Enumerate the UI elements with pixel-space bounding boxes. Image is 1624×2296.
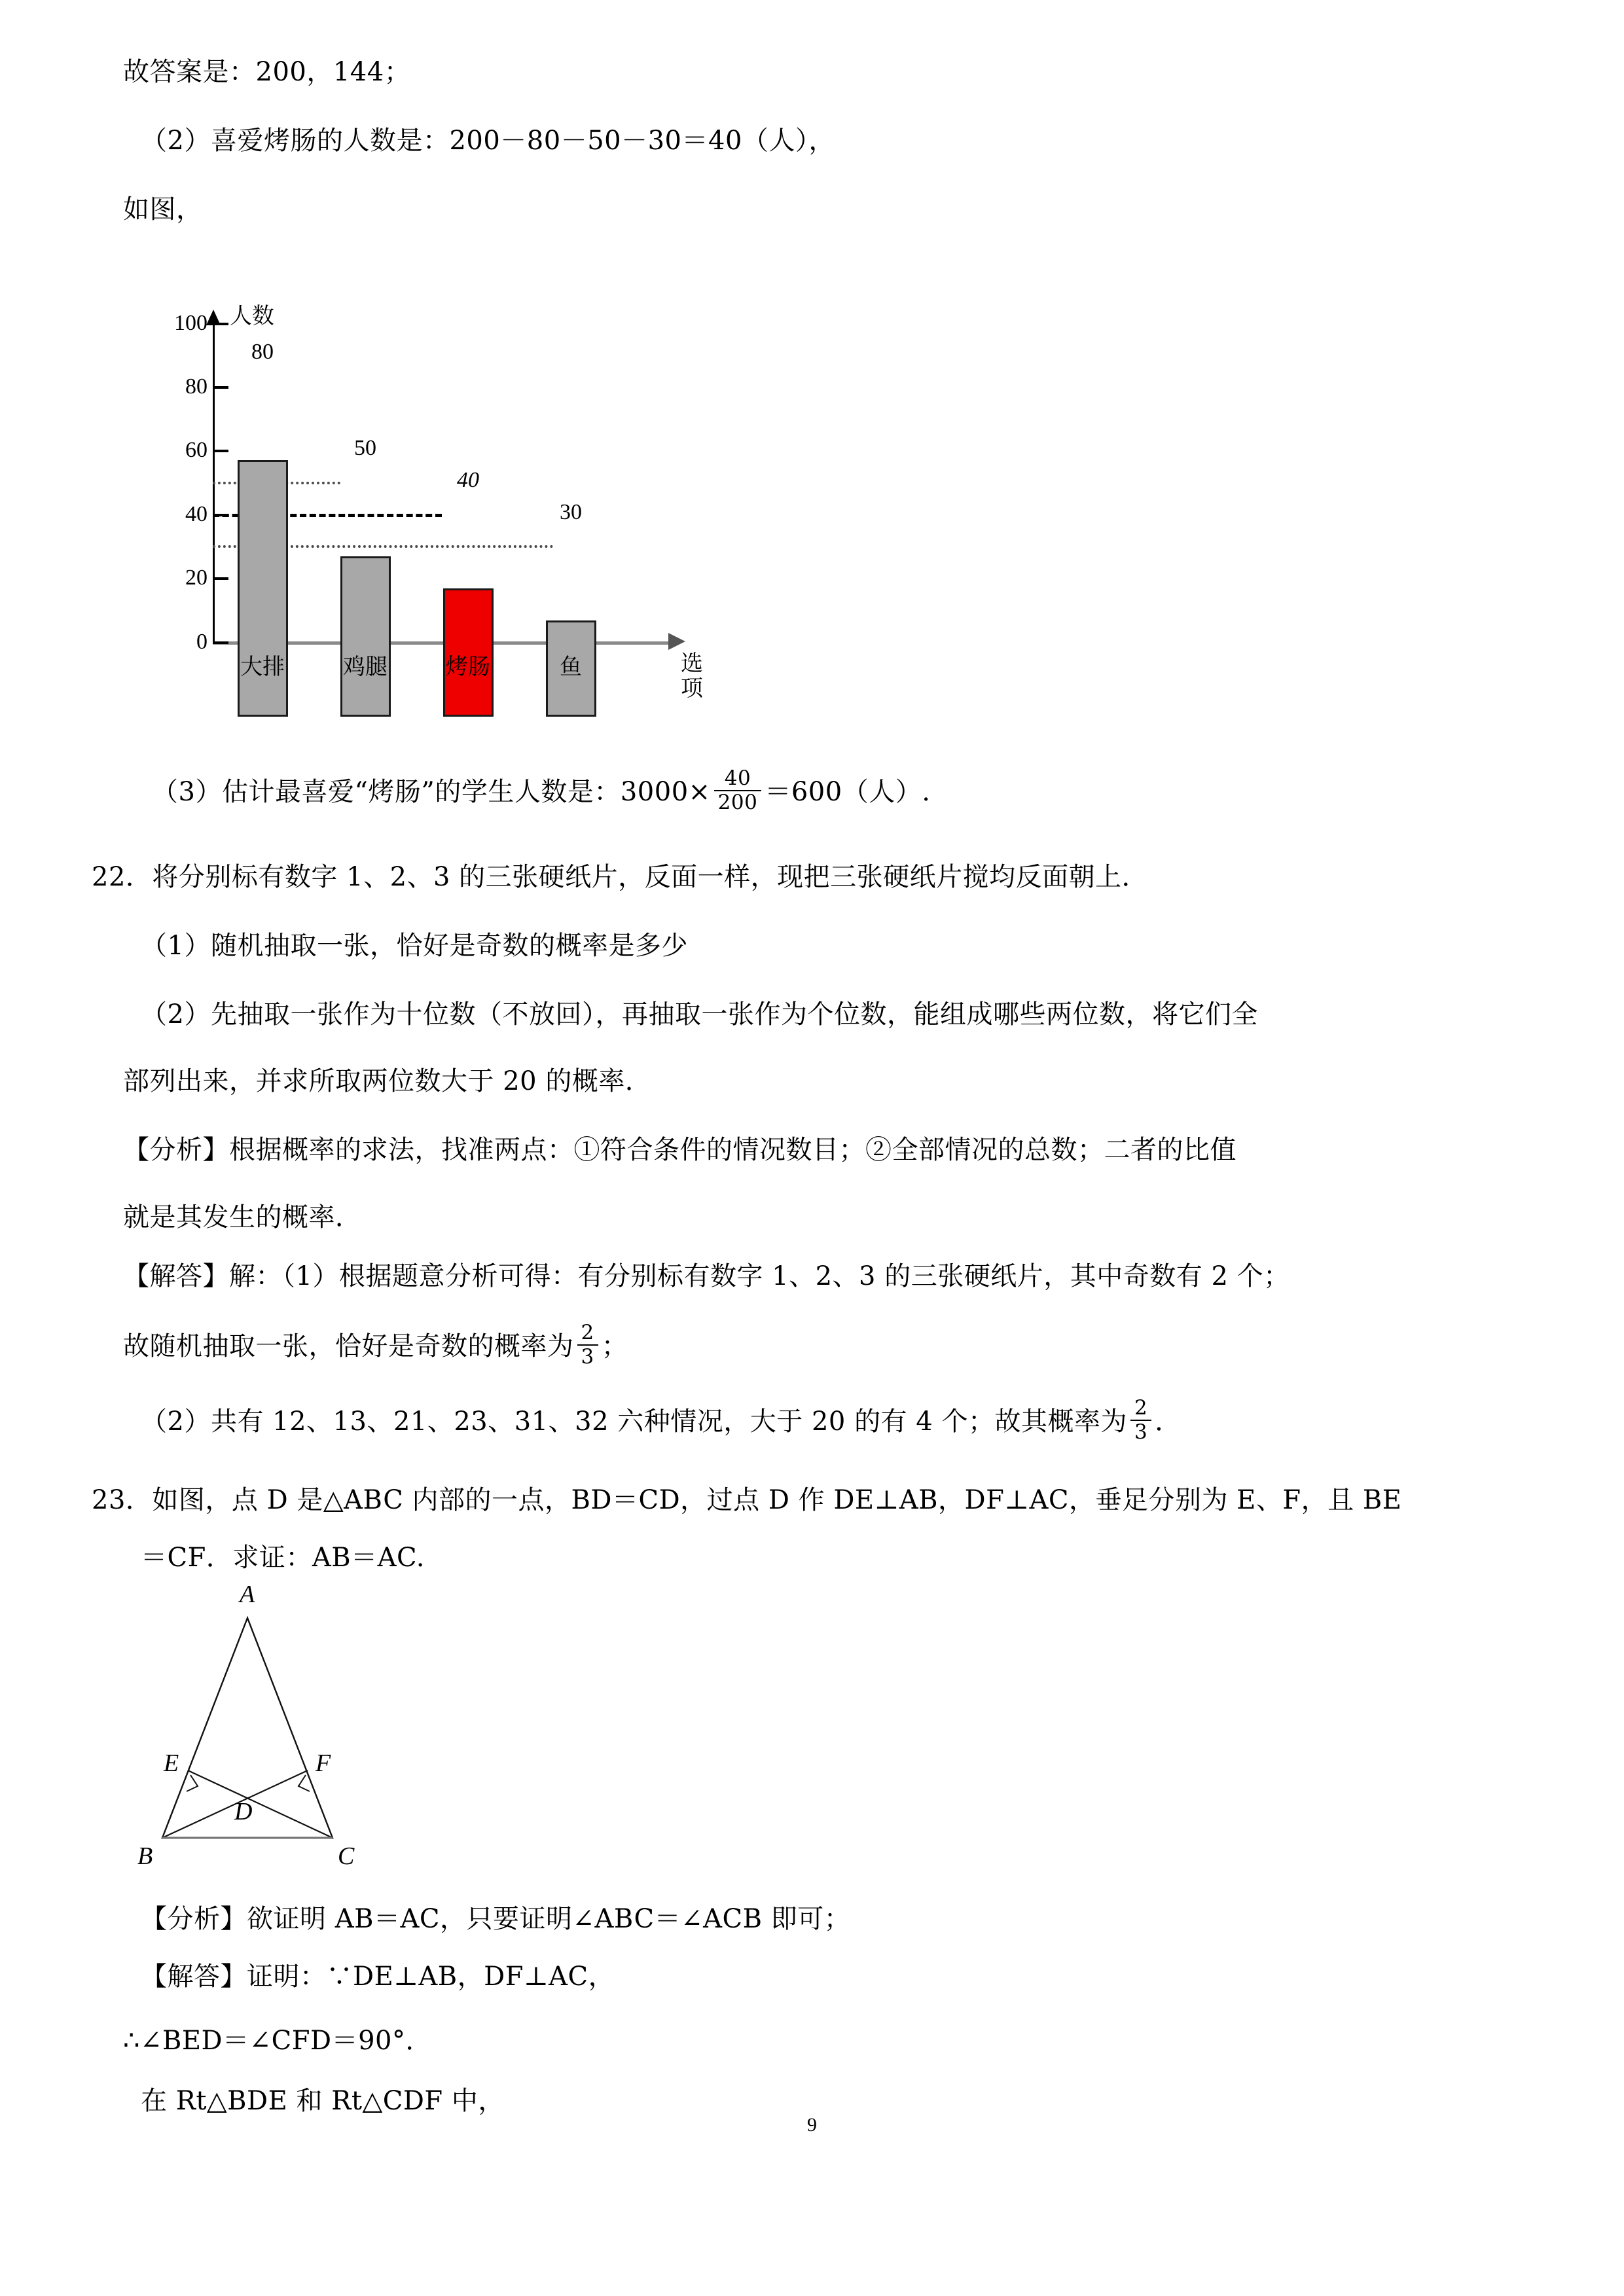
question-23-analysis-line1 bbox=[141, 1906, 850, 1932]
triangle-diagram-figure bbox=[105, 1571, 419, 1898]
answer-line-part3 bbox=[152, 766, 931, 814]
y-tick-label-40: 40 bbox=[185, 502, 208, 526]
question-22-solution-line1 bbox=[123, 1263, 1290, 1289]
right-angle-mark-f-icon bbox=[298, 1775, 310, 1791]
y-tick-60 bbox=[213, 450, 228, 452]
answer-line-200-144: 故答案是：200，144； bbox=[123, 57, 411, 87]
y-tick-label-20: 20 bbox=[185, 565, 208, 590]
label-point-e: E bbox=[164, 1749, 179, 1777]
analysis-text-23: 欲证明 AB＝AC，只要证明∠ABC＝∠ACB 即可； bbox=[247, 1904, 851, 1934]
fraction-denominator: 200 bbox=[714, 790, 762, 814]
x-axis-title: 选项 bbox=[681, 651, 703, 702]
right-angle-mark-e-icon bbox=[187, 1775, 198, 1791]
y-tick-100 bbox=[213, 323, 228, 325]
solution-22-line3-prefix: （2）共有 12、13、21、23、31、32 六种情况，大于 20 的有 4 个；故其概率为 bbox=[141, 1406, 1127, 1437]
question-23-stem-line2: ＝CF．求证：AB＝AC. bbox=[141, 1543, 425, 1573]
y-tick-label-80: 80 bbox=[185, 374, 208, 399]
bar-value-yu: 30 bbox=[560, 500, 582, 524]
answer-line-part2: （2）喜爱烤肠的人数是：200－80－50－30＝40（人）， bbox=[141, 126, 835, 156]
question-23-solution-line1 bbox=[141, 1964, 615, 1990]
answer-line-as-figure: 如图， bbox=[123, 194, 203, 224]
answer-part3-suffix: ＝600（人）. bbox=[765, 776, 931, 807]
page-number: 9 bbox=[807, 2114, 817, 2136]
question-23-stem-text-1: 如图，点 D 是△ABC 内部的一点，BD＝CD，过点 D 作 DE⊥AB，DF⊥AC，垂足分别为 E、F，且 BE bbox=[152, 1485, 1402, 1515]
y-tick-0 bbox=[213, 641, 228, 644]
question-23-number: 23． bbox=[92, 1485, 153, 1515]
fraction-denominator: 3 bbox=[1130, 1420, 1151, 1443]
solution-22-line2-prefix: 故随机抽取一张，恰好是奇数的概率为 bbox=[123, 1331, 574, 1361]
analysis-label-23: 【分析】 bbox=[141, 1904, 247, 1934]
y-tick-label-0: 0 bbox=[196, 630, 208, 654]
analysis-text-22-a: 根据概率的求法，找准两点：①符合条件的情况数目；②全部情况的总数；二者的比值 bbox=[229, 1135, 1236, 1165]
solution-label-22: 【解答】 bbox=[123, 1261, 229, 1291]
solution-22-line3-suffix: ． bbox=[1155, 1406, 1182, 1437]
bar-value-kaochang: 40 bbox=[457, 468, 479, 492]
fraction-numerator: 2 bbox=[1134, 1396, 1148, 1420]
bar-jitui bbox=[340, 556, 391, 717]
y-tick-20 bbox=[213, 577, 228, 580]
label-point-d: D bbox=[234, 1798, 253, 1825]
solution-text-22-a: 解：（1）根据题意分析可得：有分别标有数字 1、2、3 的三张硬纸片，其中奇数有 2 个； bbox=[229, 1261, 1290, 1291]
question-22-sub2-line1: （2）先抽取一张作为十位数（不放回），再抽取一张作为个位数，能组成哪些两位数，将它们全 bbox=[141, 999, 1258, 1030]
question-22-stem-text: 将分别标有数字 1、2、3 的三张硬纸片，反面一样，现把三张硬纸片搅均反面朝上． bbox=[152, 862, 1149, 892]
fraction-40-over-200 bbox=[714, 768, 762, 813]
y-tick-80 bbox=[213, 386, 228, 389]
question-22-solution-line2 bbox=[123, 1323, 628, 1369]
analysis-label-22: 【分析】 bbox=[123, 1135, 229, 1165]
bar-value-jitui: 50 bbox=[354, 436, 376, 460]
x-axis-arrow-icon bbox=[668, 633, 685, 650]
y-tick-label-60: 60 bbox=[185, 438, 208, 462]
fraction-numerator: 40 bbox=[724, 766, 751, 790]
solution-text-23-a: 证明：∵DE⊥AB，DF⊥AC， bbox=[247, 1962, 615, 1992]
bar-chart-figure bbox=[141, 298, 730, 717]
x-category-yu: 鱼 bbox=[560, 654, 582, 680]
question-23-stem-line1 bbox=[92, 1487, 1401, 1513]
label-point-c: C bbox=[338, 1842, 355, 1870]
question-22-stem bbox=[92, 864, 1148, 890]
fraction-denominator: 3 bbox=[577, 1344, 598, 1368]
label-point-a: A bbox=[240, 1581, 255, 1608]
fraction-2-over-3-b bbox=[1130, 1397, 1151, 1443]
label-point-b: B bbox=[137, 1842, 153, 1870]
label-point-f: F bbox=[316, 1749, 331, 1777]
fraction-2-over-3-a bbox=[577, 1322, 598, 1367]
question-22-sub1: （1）随机抽取一张，恰好是奇数的概率是多少 bbox=[141, 931, 688, 961]
x-category-dapai: 大排 bbox=[240, 654, 285, 680]
bar-value-dapai: 80 bbox=[251, 340, 274, 364]
y-tick-label-100: 100 bbox=[174, 311, 208, 335]
question-22-sub2-line2: 部列出来，并求所取两位数大于 20 的概率． bbox=[123, 1066, 652, 1096]
solution-22-line2-suffix: ； bbox=[601, 1331, 628, 1361]
question-23-solution-line3: 在 Rt△BDE 和 Rt△CDF 中， bbox=[141, 2086, 505, 2116]
answer-part3-prefix: （3）估计最喜爱“烤肠”的学生人数是：3000× bbox=[152, 776, 711, 807]
question-22-analysis-line1 bbox=[123, 1137, 1236, 1163]
x-category-kaochang: 烤肠 bbox=[446, 654, 490, 680]
x-category-jitui: 鸡腿 bbox=[343, 654, 388, 680]
question-22-number: 22． bbox=[92, 862, 153, 892]
question-22-analysis-line2: 就是其发生的概率． bbox=[123, 1202, 362, 1232]
triangle-svg bbox=[105, 1571, 412, 1892]
question-23-solution-line2: ∴∠BED＝∠CFD＝90°． bbox=[123, 2026, 432, 2056]
solution-label-23: 【解答】 bbox=[141, 1962, 247, 1992]
question-22-solution-line3 bbox=[141, 1396, 1182, 1444]
fraction-numerator: 2 bbox=[581, 1321, 594, 1344]
y-axis-title: 人数 bbox=[230, 303, 274, 329]
